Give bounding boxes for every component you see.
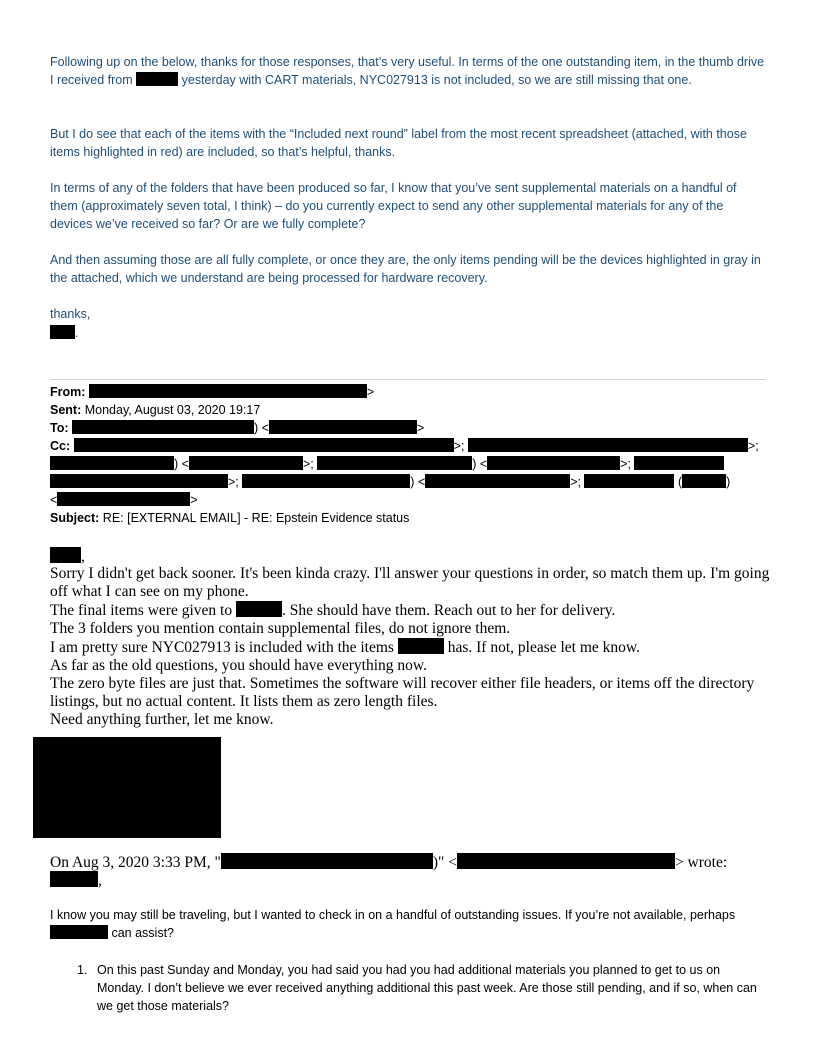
from-label: From: — [50, 385, 86, 399]
redaction-block — [269, 420, 417, 434]
reply-line-nyc — [50, 638, 770, 657]
redaction-block — [487, 456, 620, 470]
text: ) < — [472, 457, 488, 471]
text: I know you may still be traveling, but I wanted to check in on a handful of outstanding issues. If you’re not available, perhaps — [50, 908, 736, 922]
text: , — [81, 548, 85, 565]
text: >; — [228, 475, 239, 489]
text: >; — [302, 457, 314, 471]
sent-value: Monday, August 03, 2020 19:17 — [81, 403, 261, 417]
list-item — [50, 961, 765, 1015]
redaction-block — [682, 474, 726, 488]
cc-label: Cc: — [50, 439, 71, 453]
to-label: To: — [50, 421, 69, 435]
redaction-block — [50, 871, 98, 887]
header-cc-row4 — [50, 491, 766, 509]
text: >; — [453, 439, 465, 453]
text: Following up on the below, thanks for those responses, that’s very useful. In terms of the one outstanding item, in the thumb drive I received from — [50, 55, 765, 87]
text: ) < — [174, 457, 189, 471]
header-from — [50, 383, 766, 401]
text: , — [98, 872, 102, 889]
text: > wrote: — [674, 854, 728, 871]
text: > — [190, 493, 198, 507]
list-number: 1. — [77, 963, 88, 977]
header-subject — [50, 509, 766, 527]
header-sent — [50, 401, 766, 419]
paragraph-thumb-drive — [50, 53, 765, 89]
text: . — [75, 326, 79, 340]
redaction-block — [72, 420, 254, 434]
text: )" < — [432, 854, 457, 871]
reply-line-need: Need anything further, let me know. — [50, 711, 274, 728]
list-text: On this past Sunday and Monday, you had said you had you had additional materials you planned to get to us on Monday. I don’t believe we ever received anything additional this past week. Are those still pending, and if so, when can we get those materials? — [97, 963, 757, 1013]
reply-body — [50, 565, 770, 729]
paragraph-included-next-round — [50, 125, 765, 161]
quoted-greeting — [50, 871, 770, 890]
subject-label: Subject: — [50, 511, 100, 525]
redaction-block — [425, 474, 570, 488]
signoff — [50, 305, 765, 323]
divider — [50, 379, 766, 380]
reply-line-folders: The 3 folders you mention contain supplemental files, do not ignore them. — [50, 620, 511, 637]
text: In terms of any of the folders that have been produced so far, I know that you’ve sent supplemental materials on a handful of them (approximately seven total, I think) – do you currently expect to send any other supplemental materials for any of the devices we’ve received so far? Or are we fully complete? — [50, 181, 737, 231]
text: < — [50, 493, 58, 507]
subject-value: RE: [EXTERNAL EMAIL] - RE: Epstein Evidence status — [99, 511, 410, 525]
header-cc-row2 — [50, 455, 766, 473]
paragraph-pending-gray — [50, 251, 765, 287]
text: ( — [674, 475, 683, 489]
reply-line-sorry: Sorry I didn't get back sooner. It's been kinda crazy. I'll answer your questions in order, so match them up. I'm going off what I can see on my phone. — [50, 565, 770, 600]
redaction-block — [57, 492, 190, 506]
text: But I do see that each of the items with the “Included next round” label from the most recent spreadsheet (attached, with those items highlighted in red) are included, so that’s helpful, thanks. — [50, 127, 747, 159]
text: >; — [570, 475, 581, 489]
redaction-block — [136, 72, 178, 86]
text: I am pretty sure NYC027913 is included with the items — [50, 639, 398, 656]
text: . She should have them. Reach out to her for delivery. — [281, 602, 616, 619]
text: > — [366, 385, 375, 399]
redaction-block — [50, 925, 108, 939]
text: can assist? — [108, 926, 175, 940]
redaction-block — [468, 438, 748, 452]
redaction-block — [398, 638, 444, 654]
redaction-block — [457, 853, 675, 869]
redaction-block — [189, 456, 303, 470]
text: On Aug 3, 2020 3:33 PM, " — [50, 854, 221, 871]
reply-greeting — [50, 547, 770, 566]
redaction-block-signature — [33, 737, 221, 838]
redaction-block — [50, 325, 75, 339]
text: has. If not, please let me know. — [443, 639, 640, 656]
redaction-block — [634, 456, 724, 470]
text: > — [416, 421, 425, 435]
redaction-block — [317, 456, 472, 470]
text: >; — [747, 439, 759, 453]
redaction-block — [89, 384, 367, 398]
redaction-block — [74, 438, 454, 452]
header-cc-row3 — [50, 473, 766, 491]
redaction-block — [242, 474, 410, 488]
text: ) < — [254, 421, 269, 435]
reply-line-final-items — [50, 601, 770, 620]
text: ) — [726, 475, 731, 489]
header-cc-row1 — [50, 437, 766, 455]
text: yesterday with CART materials, NYC027913 is not included, so we are still missing that one. — [178, 73, 692, 87]
quoted-list — [50, 961, 765, 1015]
redaction-block — [50, 456, 174, 470]
quoted-intro — [50, 906, 765, 942]
email-body-top — [50, 53, 765, 89]
redaction-block — [221, 853, 433, 869]
text: ) < — [410, 475, 426, 489]
quoted-on-line — [50, 853, 770, 872]
text: And then assuming those are all fully complete, or once they are, the only items pending will be the devices highlighted in gray in the attached, which we understand are being processed for hardware recovery. — [50, 253, 761, 285]
paragraph-supplemental — [50, 179, 765, 233]
reply-line-zero-byte: The zero byte files are just that. Sometimes the software will recover either file headers, or items off the directory listings, but no actual content. It lists them as zero length files. — [50, 675, 755, 710]
redaction-block — [50, 474, 228, 488]
reply-line-old-questions: As far as the old questions, you should have everything now. — [50, 657, 427, 674]
redaction-block — [236, 601, 282, 617]
header-to — [50, 419, 766, 437]
redaction-block — [584, 474, 674, 488]
text: >; — [620, 457, 631, 471]
redaction-block — [50, 547, 81, 563]
signature — [50, 324, 765, 342]
signoff-text: thanks, — [50, 307, 91, 321]
sent-label: Sent: — [50, 403, 82, 417]
text: The final items were given to — [50, 602, 236, 619]
